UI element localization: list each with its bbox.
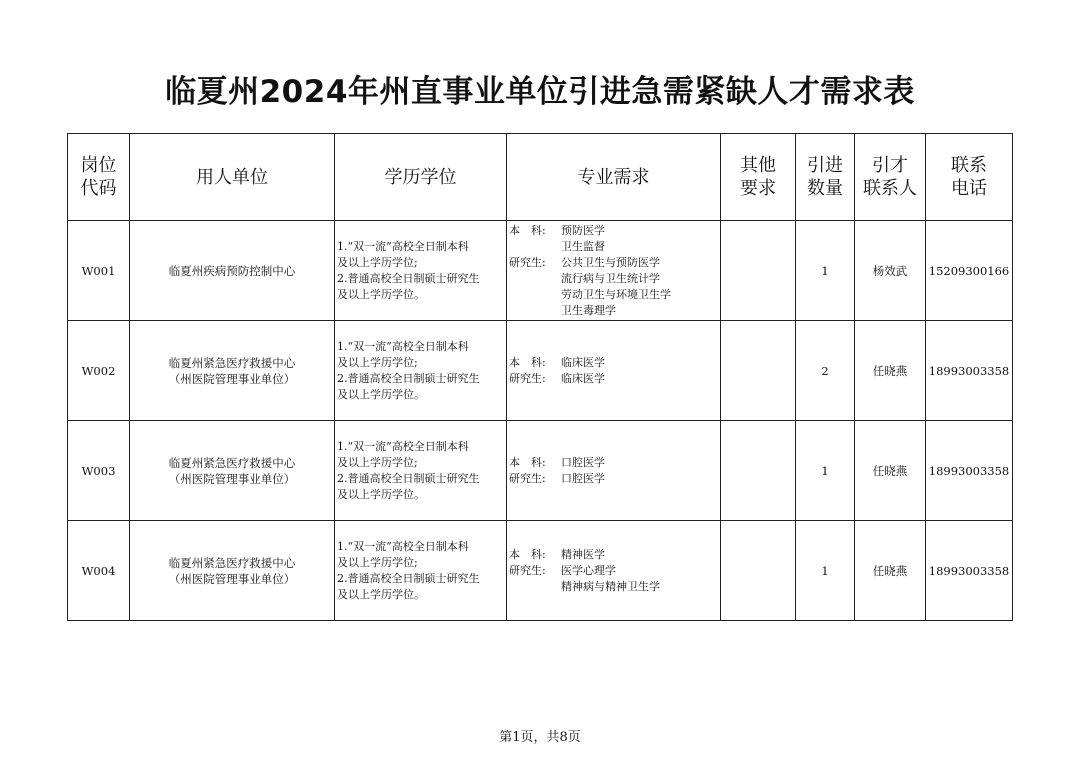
major-name: 公共卫生与预防医学 [561,255,660,269]
table-row [68,221,1013,321]
cell-education: 1.“双一流”高校全日制本科 及以上学历学位; 2.普通高校全日制硕士研究生 及以上学历学位。 [335,221,507,321]
cell-count: 1 [796,221,855,321]
cell-contact: 任晓燕 [855,521,926,621]
header-contact: 引才 联系人 [855,134,926,221]
cell-major [507,221,721,321]
major-level-label: 研究生: [509,371,546,385]
cell-count: 2 [796,321,855,421]
major-name: 口腔医学 [561,455,605,469]
cell-code: W001 [68,221,130,321]
cell-unit: 临夏州紧急医疗救援中心 （州医院管理事业单位） [130,321,335,421]
major-level-label [509,271,561,287]
major-level-label [509,303,561,319]
major-level-label [509,579,561,595]
major-name: 临床医学 [561,355,605,369]
major-name: 临床医学 [561,371,605,385]
header-edu: 学历学位 [335,134,507,221]
major-level-label: 本 科: [509,223,546,237]
cell-other [721,321,796,421]
major-name: 预防医学 [561,223,605,237]
cell-phone: 18993003358 [926,521,1013,621]
cell-contact: 任晓燕 [855,421,926,521]
cell-contact: 杨效武 [855,221,926,321]
major-level-label [509,239,561,255]
cell-count: 1 [796,521,855,621]
major-name: 口腔医学 [561,471,605,485]
cell-other [721,521,796,621]
cell-major [507,321,721,421]
header-count: 引进 数量 [796,134,855,221]
demand-table [67,133,1013,621]
cell-count: 1 [796,421,855,521]
cell-contact: 任晓燕 [855,321,926,421]
cell-unit: 临夏州紧急医疗救援中心 （州医院管理事业单位） [130,421,335,521]
major-level-label [509,287,561,303]
major-level-label: 本 科: [509,547,546,561]
cell-education: 1.“双一流”高校全日制本科 及以上学历学位; 2.普通高校全日制硕士研究生 及以上学历学位。 [335,421,507,521]
major-name: 卫生毒理学 [561,303,616,317]
cell-code: W004 [68,521,130,621]
table-row [68,321,1013,421]
cell-code: W003 [68,421,130,521]
major-name: 精神医学 [561,547,605,561]
cell-major [507,421,721,521]
major-level-label: 研究生: [509,563,546,577]
major-name: 卫生监督 [561,239,605,253]
major-name: 劳动卫生与环境卫生学 [561,287,671,301]
cell-phone: 15209300166 [926,221,1013,321]
table-row [68,421,1013,521]
major-level-label: 研究生: [509,471,546,485]
cell-phone: 18993003358 [926,421,1013,521]
cell-code: W002 [68,321,130,421]
cell-phone: 18993003358 [926,321,1013,421]
major-name: 流行病与卫生统计学 [561,271,660,285]
header-row [68,134,1013,221]
page-title: 临夏州2024年州直事业单位引进急需紧缺人才需求表 [165,74,915,110]
header-phone: 联系 电话 [926,134,1013,221]
header-major: 专业需求 [507,134,721,221]
cell-other [721,421,796,521]
cell-education: 1.“双一流”高校全日制本科 及以上学历学位; 2.普通高校全日制硕士研究生 及以上学历学位。 [335,521,507,621]
major-level-label: 本 科: [509,355,546,369]
cell-major [507,521,721,621]
major-level-label: 本 科: [509,455,546,469]
major-name: 精神病与精神卫生学 [561,579,660,593]
cell-other [721,221,796,321]
page-number: 第1页，共8页 [499,730,581,745]
table-row [68,521,1013,621]
cell-education: 1.“双一流”高校全日制本科 及以上学历学位; 2.普通高校全日制硕士研究生 及以上学历学位。 [335,321,507,421]
cell-unit: 临夏州紧急医疗救援中心 （州医院管理事业单位） [130,521,335,621]
major-level-label: 研究生: [509,255,546,269]
header-unit: 用人单位 [130,134,335,221]
cell-unit: 临夏州疾病预防控制中心 [130,221,335,321]
header-other: 其他 要求 [721,134,796,221]
header-code: 岗位 代码 [68,134,130,221]
major-name: 医学心理学 [561,563,616,577]
